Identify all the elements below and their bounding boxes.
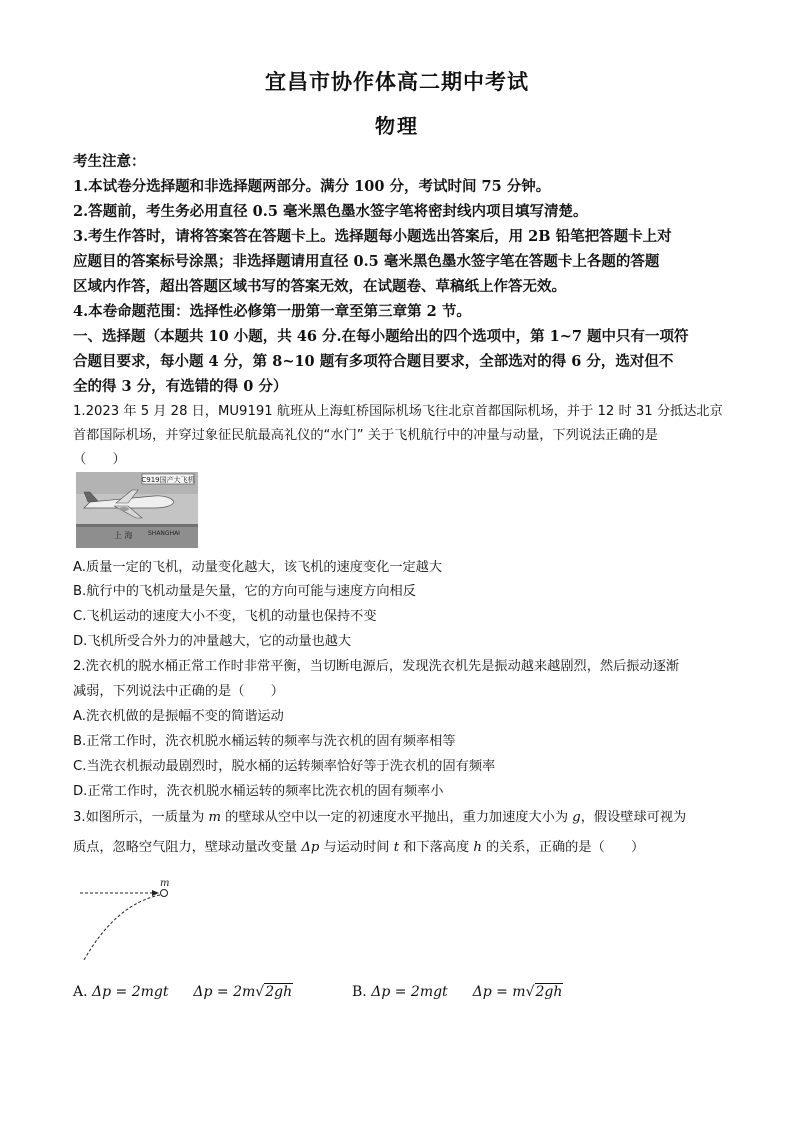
notice-item: 应题目的答案标号涂黑；非选择题请用直径 0.5 毫米黑色墨水签字笔在答题卡上各题的答题: [73, 253, 660, 270]
projectile-diagram-drawing: [76, 872, 186, 964]
figure-label-m: m: [160, 878, 170, 889]
q3-text-part: 质点，忽略空气阻力，壁球动量改变量: [73, 840, 302, 855]
sqrt-radicand: 2gh: [265, 984, 293, 1000]
sqrt-symbol: √: [525, 984, 535, 1000]
question-1-text: 首都国际机场，并穿过象征民航最高礼仪的“水门” 关于飞机航行中的冲量与动量，下列说法正确的是: [73, 428, 658, 443]
question-3-option-b: [352, 984, 563, 1000]
option-b-equation-1: Δp = 2mgt: [371, 984, 448, 1000]
section-instructions: 合题目要求，每小题 4 分，第 8~10 题有多项符合题目要求，全部选对的得 6 分，选对但不: [73, 353, 674, 370]
question-1-text: 1.2023 年 5 月 28 日，MU9191 航班从上海虹桥国际机场飞往北京首都国际机场，并于 12 时 31 分抵达北京: [73, 404, 723, 419]
eq-prefix: Δp = 2m: [193, 984, 256, 1000]
notice-item: 3.考生作答时，请将答案答在答题卡上。选择题每小题选出答案后，用 2B 铅笔把答题卡上对: [73, 228, 672, 245]
section-instructions: 全的得 3 分，有选错的得 0 分）: [73, 378, 288, 395]
notice-item: 4.本卷命题范围：选择性必修第一册第一章至第三章第 2 节。: [73, 303, 471, 320]
photo-sign-cn: 上 海: [114, 531, 133, 540]
option-a-equation-1: Δp = 2mgt: [92, 984, 169, 1000]
subject-title: 物理: [375, 114, 419, 138]
exam-title: 宜昌市协作体高二期中考试: [265, 69, 529, 94]
question-2-text: 2.洗衣机的脱水桶正常工作时非常平衡，当切断电源后，发现洗衣机先是振动越来越剧烈，然后振动逐渐: [73, 659, 680, 674]
q3-text-part: 与运动时间: [319, 840, 394, 855]
question-3-text: [73, 836, 733, 855]
notice-heading: 考生注意：: [73, 153, 146, 170]
photo-sign-en: SHANGHAI: [148, 530, 180, 537]
sqrt-radicand: 2gh: [535, 984, 563, 1000]
question-1-option-a: A.质量一定的飞机，动量变化越大，该飞机的速度变化一定越大: [73, 560, 443, 575]
question-2-option-d: D.正常工作时，洗衣机脱水桶运转的频率比洗衣机的固有频率小: [73, 784, 444, 799]
airplane-photo-drawing: [76, 472, 198, 548]
question-2-option-c: C.当洗衣机振动最剧烈时，脱水桶的运转频率恰好等于洗衣机的固有频率: [73, 759, 496, 774]
notice-item: 1.本试卷分选择题和非选择题两部分。满分 100 分，考试时间 75 分钟。: [73, 178, 551, 195]
question-1-option-c: C.飞机运动的速度大小不变，飞机的动量也保持不变: [73, 609, 377, 624]
question-1-option-d: D.飞机所受合外力的冲量越大，它的动量也越大: [73, 634, 352, 649]
q3-symbol-t: t: [393, 840, 399, 855]
option-letter: A.: [73, 984, 88, 1000]
q3-symbol-g: g: [572, 810, 581, 825]
section-instructions: 一、选择题（本题共 10 小题，共 46 分.在每小题给出的四个选项中，第 1~7 题中只有一项符: [73, 328, 689, 345]
eq-prefix: Δp = m: [472, 984, 526, 1000]
q3-text-part: 的关系，正确的是（ ）: [481, 840, 645, 855]
option-letter: B.: [352, 984, 367, 1000]
question-3-text: [73, 806, 733, 825]
option-a-equation-2: [193, 983, 293, 1000]
question-3-option-a: [73, 984, 293, 1000]
question-1-option-b: B.航行中的飞机动量是矢量，它的方向可能与速度方向相反: [73, 584, 416, 599]
photo-banner-text: C919国产大飞机: [141, 476, 195, 484]
option-b-equation-2: [473, 983, 564, 1000]
q3-text-part: 3.如图所示，一质量为: [73, 810, 209, 825]
question-2-text: 减弱，下列说法中正确的是（ ）: [73, 684, 284, 699]
question-1-text: （ ）: [73, 452, 126, 467]
notice-item: 2.答题前，考生务必用直径 0.5 毫米黑色墨水签字笔将密封线内项目填写清楚。: [73, 203, 588, 220]
airplane-photo: [76, 472, 198, 548]
q3-text-part: ，假设壁球可视为: [580, 810, 687, 825]
q3-text-part: 和下落高度: [399, 840, 474, 855]
q3-symbol-m: m: [208, 810, 221, 825]
notice-item: 区域内作答，超出答题区域书写的答案无效，在试题卷、草稿纸上作答无效。: [73, 278, 566, 295]
sqrt-symbol: √: [255, 984, 265, 1000]
question-2-option-b: B.正常工作时，洗衣机脱水桶运转的频率与洗衣机的固有频率相等: [73, 734, 456, 749]
q3-text-part: 的壁球从空中以一定的初速度水平抛出，重力加速度大小为: [220, 810, 573, 825]
question-2-option-a: A.洗衣机做的是振幅不变的简谐运动: [73, 709, 284, 724]
projectile-diagram: [76, 872, 186, 964]
q3-symbol-h: h: [473, 840, 482, 855]
q3-symbol-dp: Δp: [301, 840, 320, 855]
